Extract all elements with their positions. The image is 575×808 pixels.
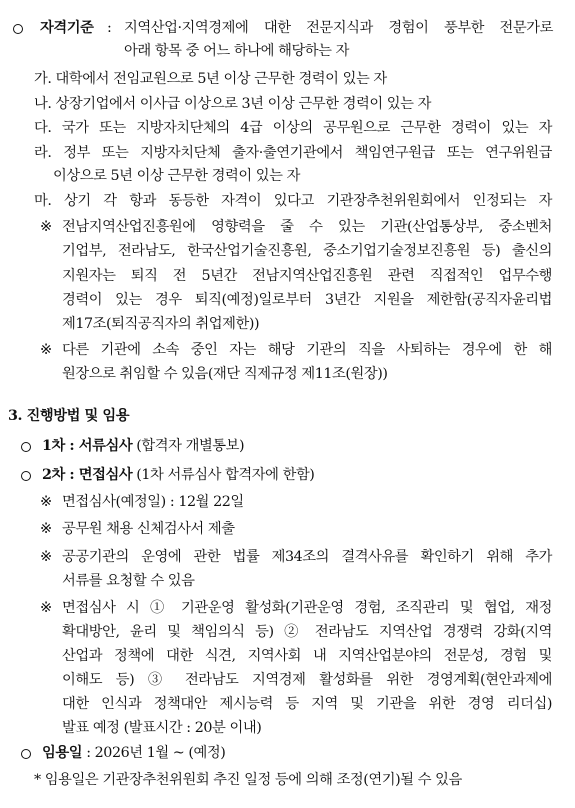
interview-date: 면접심사(예정일) : 12월 22일	[62, 494, 244, 510]
criteria-item-da: 다. 국가 또는 지방자치단체의 4급 이상의 공무원으로 근무한 경력이 있는 자	[34, 120, 552, 136]
note-mark: ※	[40, 521, 52, 537]
criteria-item-na: 나. 상장기업에서 이사급 이상으로 3년 이상 근무한 경력이 있는 자	[34, 96, 431, 112]
note-1-line-3: 지원자는 퇴직 전 5년간 전남지역산업진흥원 관련 직접적인 업무수행	[62, 268, 552, 284]
qualification-desc-line-2: 아래 항목 중 어느 하나에 해당하는 자	[124, 43, 349, 59]
step-1	[42, 437, 244, 455]
note-1-line-4: 경력이 있는 경우 퇴직(예정)일로부터 3년간 지원을 제한함(공직자윤리법	[62, 292, 552, 308]
note-mark: ※	[40, 494, 52, 510]
disqualification-note-line-2: 서류를 요청할 수 있음	[62, 573, 195, 589]
presentation-note-line-6: 발표 예정 (발표시간 : 20분 이내)	[62, 720, 262, 736]
note-mark: ※	[40, 549, 52, 565]
appointment-label: 임용일	[42, 745, 83, 761]
note-mark: ※	[40, 342, 52, 358]
criteria-item-ga: 가. 대학에서 전임교원으로 5년 이상 근무한 경력이 있는 자	[34, 71, 387, 87]
presentation-note-line-3: 산업과 정책에 대한 식견, 지역사회 내 지역산업분야의 전문성, 경험 및	[62, 648, 552, 664]
footnote: * 임용일은 기관장추천위원회 추진 일정 등에 의해 조정(연기)될 수 있음	[34, 772, 462, 788]
note-1-line-1: 전남지역산업진흥원에 영향력을 줄 수 있는 기관(산업통상부, 중소벤처	[62, 219, 552, 235]
note-1-line-2: 기업부, 전라남도, 한국산업기술진흥원, 중소기업기술정보진흥원 등) 출신의	[62, 243, 552, 259]
hollow-circle-bullet-icon	[21, 471, 31, 481]
health-check-note: 공무원 채용 신체검사서 제출	[62, 521, 235, 537]
qualification-colon: :	[107, 20, 112, 36]
note-2-line-2: 원장으로 취임할 수 있음(재단 직제규정 제11조(원장))	[62, 366, 388, 382]
criteria-item-ma: 마. 상기 각 항과 동등한 자격이 있다고 기관장추천위원회에서 인정되는 자	[34, 193, 552, 209]
hollow-circle-bullet-icon	[21, 442, 31, 452]
qualification-label: 자격기준	[40, 20, 94, 36]
qualification-desc-line-1: 지역산업·지역경제에 대한 전문지식과 경험이 풍부한 전문가로	[124, 20, 553, 36]
hollow-circle-bullet-icon	[21, 749, 31, 759]
step-2-text: (1차 서류심사 합격자에 한함)	[132, 467, 315, 483]
appointment-text: : 2026년 1월 ~ (예정)	[82, 745, 226, 761]
criteria-item-ra-line-2: 이상으로 5년 이상 근무한 경력이 있는 자	[53, 168, 300, 184]
note-2-line-1: 다른 기관에 소속 중인 자는 해당 기관의 직을 사퇴하는 경우에 한 해	[62, 342, 552, 358]
hollow-circle-bullet-icon	[13, 24, 23, 34]
step-1-text: (합격자 개별통보)	[132, 438, 245, 454]
step-1-label: 1차 : 서류심사	[42, 438, 133, 454]
presentation-note-line-5: 대한 인식과 정책대안 제시능력 등 지역 및 기관을 위한 경영 리더십)	[62, 696, 552, 712]
presentation-note-line-1: 면접심사 시 ① 기관운영 활성화(기관운영 경험, 조직관리 및 협업, 재정	[62, 600, 552, 616]
criteria-item-ra-line-1: 라. 정부 또는 지방자치단체 출자·출연기관에서 책임연구원급 또는 연구위원급	[34, 145, 552, 161]
note-mark: ※	[40, 600, 52, 616]
presentation-note-line-4: 이해도 등) ③ 전라남도 지역경제 활성화를 위한 경영계획(현안과제에	[62, 672, 552, 688]
step-2	[42, 466, 314, 484]
presentation-note-line-2: 확대방안, 윤리 및 책임의식 등) ② 전라남도 지역산업 경쟁력 강화(지역	[62, 624, 552, 640]
appointment-date	[42, 744, 225, 762]
disqualification-note-line-1: 공공기관의 운영에 관한 법률 제34조의 결격사유를 확인하기 위해 추가	[62, 549, 552, 565]
note-mark: ※	[40, 219, 52, 235]
note-1-line-5: 제17조(퇴직공직자의 취업제한))	[62, 316, 260, 332]
section-heading: 3. 진행방법 및 임용	[8, 408, 130, 424]
step-2-label: 2차 : 면접심사	[42, 467, 133, 483]
